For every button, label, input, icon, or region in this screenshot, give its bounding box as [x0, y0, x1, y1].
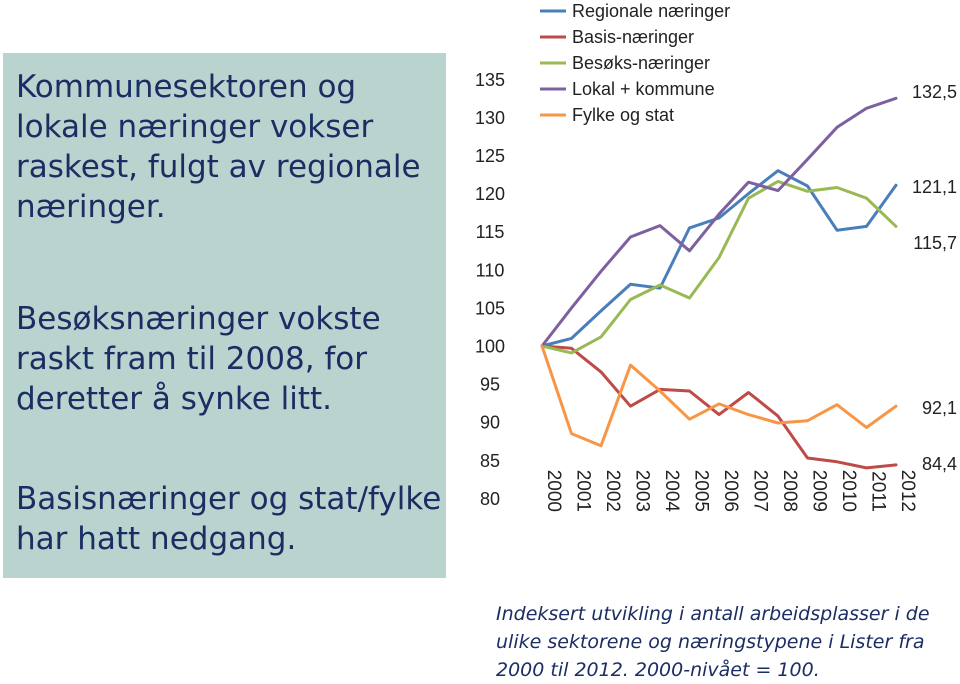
y-tick-label: 125 [474, 146, 506, 166]
x-tick-label: 2009 [808, 469, 830, 512]
x-tick-label: 2005 [690, 469, 712, 512]
x-tick-label: 2002 [602, 469, 623, 512]
x-tick-label: 2001 [572, 469, 594, 512]
legend-label: Lokal + kommune [572, 79, 715, 99]
series-line [542, 98, 896, 346]
end-value-label: 92,1 [921, 398, 957, 418]
y-tick-label: 115 [475, 222, 505, 243]
x-tick-label: 2000 [543, 469, 564, 512]
y-tick-label: 135 [474, 69, 506, 90]
y-tick-label: 110 [475, 260, 505, 281]
x-tick-label: 2011 [867, 471, 889, 512]
x-tick-label: 2007 [749, 469, 771, 512]
y-tick-label: 85 [479, 450, 501, 471]
y-tick-label: 80 [479, 488, 501, 509]
y-tick-label: 130 [474, 107, 506, 128]
y-tick-label: 90 [479, 412, 501, 433]
panel-paragraph-decline: Basisnæringer og stat/fylke har hatt nedgang. [16, 481, 442, 557]
legend-label: Fylke og stat [572, 105, 675, 125]
y-tick-label: 95 [479, 374, 501, 395]
legend-label: Basis-næringer [572, 27, 695, 47]
series-lines [542, 98, 896, 468]
series-line [542, 181, 896, 353]
y-tick-label: 100 [474, 336, 506, 357]
x-tick-label: 2008 [779, 469, 800, 512]
x-tick-label: 2012 [897, 469, 918, 512]
legend-label: Besøks-næringer [572, 53, 711, 73]
x-tick-label: 2004 [661, 469, 682, 512]
x-axis-ticks [543, 470, 918, 513]
y-tick-label: 120 [474, 184, 506, 205]
x-tick-label: 2003 [631, 469, 653, 512]
end-value-label: 121,1 [911, 177, 957, 197]
panel-paragraph-visitor: Besøksnæringer vokste raskt fram til 2008, for deretter å synke litt. [16, 301, 381, 417]
end-value-label: 84,4 [921, 454, 957, 474]
y-axis-ticks [475, 70, 505, 509]
x-tick-label: 2006 [720, 469, 741, 512]
x-tick-label: 2010 [838, 469, 859, 512]
chart-legend [540, 1, 730, 125]
series-line [542, 346, 896, 446]
chart-caption: Indeksert utvikling i antall arbeidsplasser i de ulike sektorene og næringstypene i Lister fra 2000 til 2012. 2000-nivået = 100. [496, 603, 930, 681]
end-value-label: 132,5 [911, 82, 957, 102]
end-value-labels [912, 82, 957, 474]
series-line [542, 346, 896, 468]
y-tick-label: 105 [474, 298, 506, 319]
panel-paragraph-growth: Kommunesektoren og lokale næringer vokser raskest, fulgt av regionale næringer. [16, 69, 421, 225]
legend-label: Regionale næringer [572, 1, 731, 21]
end-value-label: 115,7 [913, 233, 957, 253]
